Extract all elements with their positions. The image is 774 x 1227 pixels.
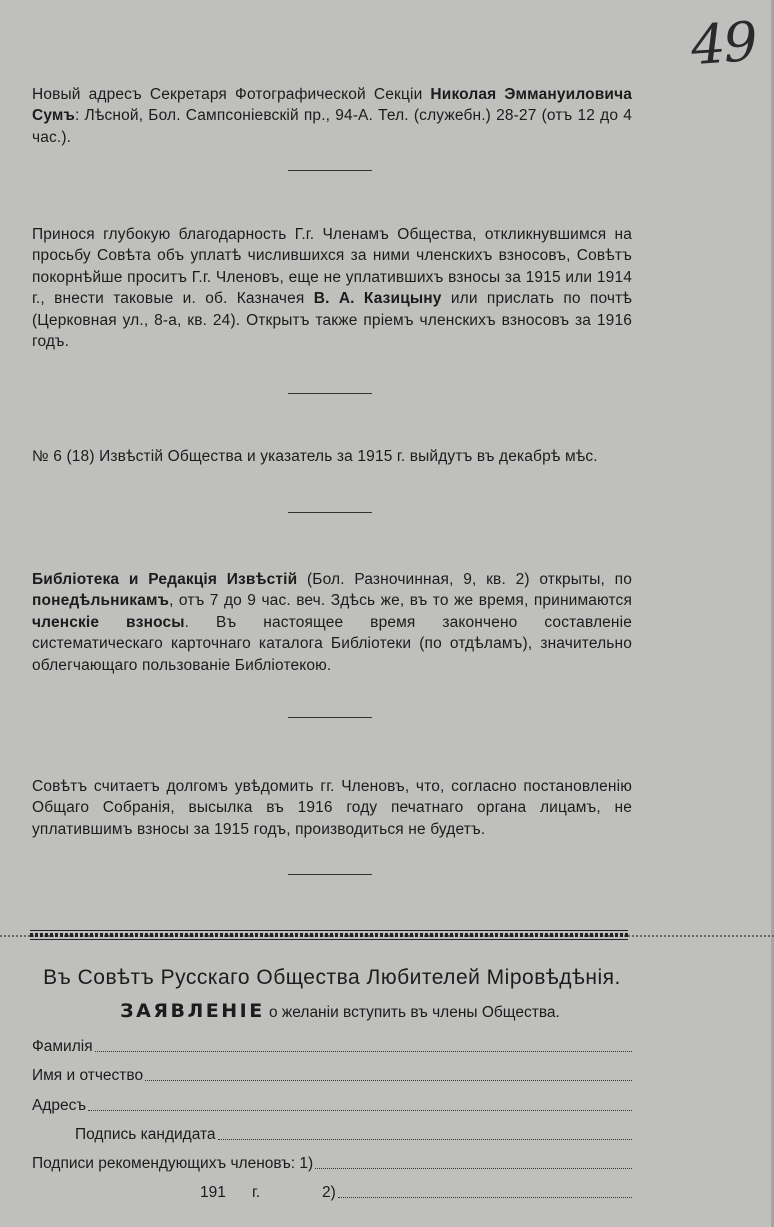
recommender-2-line[interactable]: [338, 1196, 632, 1198]
notice-text: Принося глубокую благодарность Г.г. Членамъ Общества, откликнувшимся на просьбу Совѣта объ уплатѣ числившихся за ними членскихъ взносовъ, Совѣтъ покорнѣйше проситъ Г.г. Членовъ, еще не уплатившихъ взносы за 1915 или 1914 г., внести таковые и. об. Казначея: [32, 226, 632, 308]
notice-text: № 6 (18) Извѣстій Общества и указатель за 1915 г. выйдутъ въ декабрѣ мѣс.: [32, 448, 598, 465]
address-label: Адресъ: [32, 1097, 87, 1114]
section-divider: [288, 170, 372, 171]
notice-text: . Въ настоящее время закончено составленіе систематическаго карточнаго каталога Библіотеки (по отдѣламъ), значительно облегчающаго пользованіе Библіотекою.: [32, 613, 633, 674]
notice-secretary-address: [32, 84, 632, 148]
form-heading-purpose: о желаніи вступить въ члены Общества.: [264, 1004, 560, 1021]
form-heading-statement: ЗАЯВЛЕНІЕ: [120, 1000, 265, 1022]
notice-text: Совѣтъ считаетъ долгомъ увѣдомить гг. Членовъ, что, согласно постановленію Общаго Собранія, высылка въ 1916 году печатнаго органа лицамъ, не уплатившимъ взносы за 1915 годъ, производиться не будетъ.: [32, 778, 632, 838]
notice-text: : Лѣсной, Бол. Сампсоніевскій пр., 94-А. Тел. (служебн.) 28-27 (отъ 12 до 4 час.).: [32, 107, 632, 146]
name-field[interactable]: [32, 1063, 632, 1085]
notice-issue-release: [32, 446, 632, 467]
form-title: Въ Совѣтъ Русскаго Общества Любителей Міровѣдѣнія.: [43, 966, 621, 989]
surname-line[interactable]: [95, 1050, 632, 1052]
emphasized-text: В. А. Казицыну: [313, 290, 442, 308]
notice-text: или прислать по почтѣ (Церковная ул., 8-а, кв. 24). Открытъ также пріемъ членскихъ взносовъ за 1916 годъ.: [32, 290, 633, 351]
emphasized-text: понедѣльникамъ: [32, 592, 170, 610]
candidate-signature-line[interactable]: [218, 1138, 632, 1140]
notice-library-hours: [32, 569, 632, 676]
ornamental-border: [30, 930, 628, 940]
recommender-1-line[interactable]: [315, 1167, 632, 1169]
address-line[interactable]: [88, 1109, 632, 1111]
form-subtitle: [90, 1000, 590, 1022]
notice-text: Новый адресъ Секретаря Фотографической Секціи: [32, 86, 431, 103]
emphasized-text: членскіе взносы: [32, 613, 185, 631]
notice-publication-policy: [32, 776, 632, 840]
recommender-1-field[interactable]: [32, 1151, 632, 1173]
emphasized-text: Библіотека и Редакція Извѣстій: [32, 571, 298, 588]
notice-membership-fees: [32, 224, 632, 352]
candidate-signature-field[interactable]: [75, 1122, 632, 1144]
year-label: 191: [200, 1184, 226, 1201]
page-number: 49: [689, 9, 759, 78]
surname-label: Фамилія: [32, 1038, 93, 1055]
address-field[interactable]: [32, 1093, 632, 1115]
surname-field[interactable]: [32, 1034, 632, 1056]
notice-text: (Бол. Разночинная, 9, кв. 2) открыты, по: [297, 571, 632, 588]
recommender-2-label: 2): [322, 1184, 336, 1201]
section-divider: [288, 393, 372, 394]
emphasized-text: Николая Эммануиловича Сумъ: [32, 86, 633, 125]
name-line[interactable]: [145, 1079, 632, 1081]
candidate-signature-label: Подпись кандидата: [75, 1126, 216, 1143]
recommenders-label: Подписи рекомендующихъ членовъ: 1): [32, 1155, 314, 1172]
recommender-2-field[interactable]: [200, 1180, 632, 1202]
name-label: Имя и отчество: [32, 1067, 144, 1084]
notice-text: , отъ 7 до 9 час. веч. Здѣсь же, въ то же время, принимаются: [169, 592, 632, 610]
section-divider: [288, 874, 372, 875]
section-divider: [288, 512, 372, 513]
year-suffix: г.: [252, 1184, 261, 1201]
section-divider: [288, 717, 372, 718]
